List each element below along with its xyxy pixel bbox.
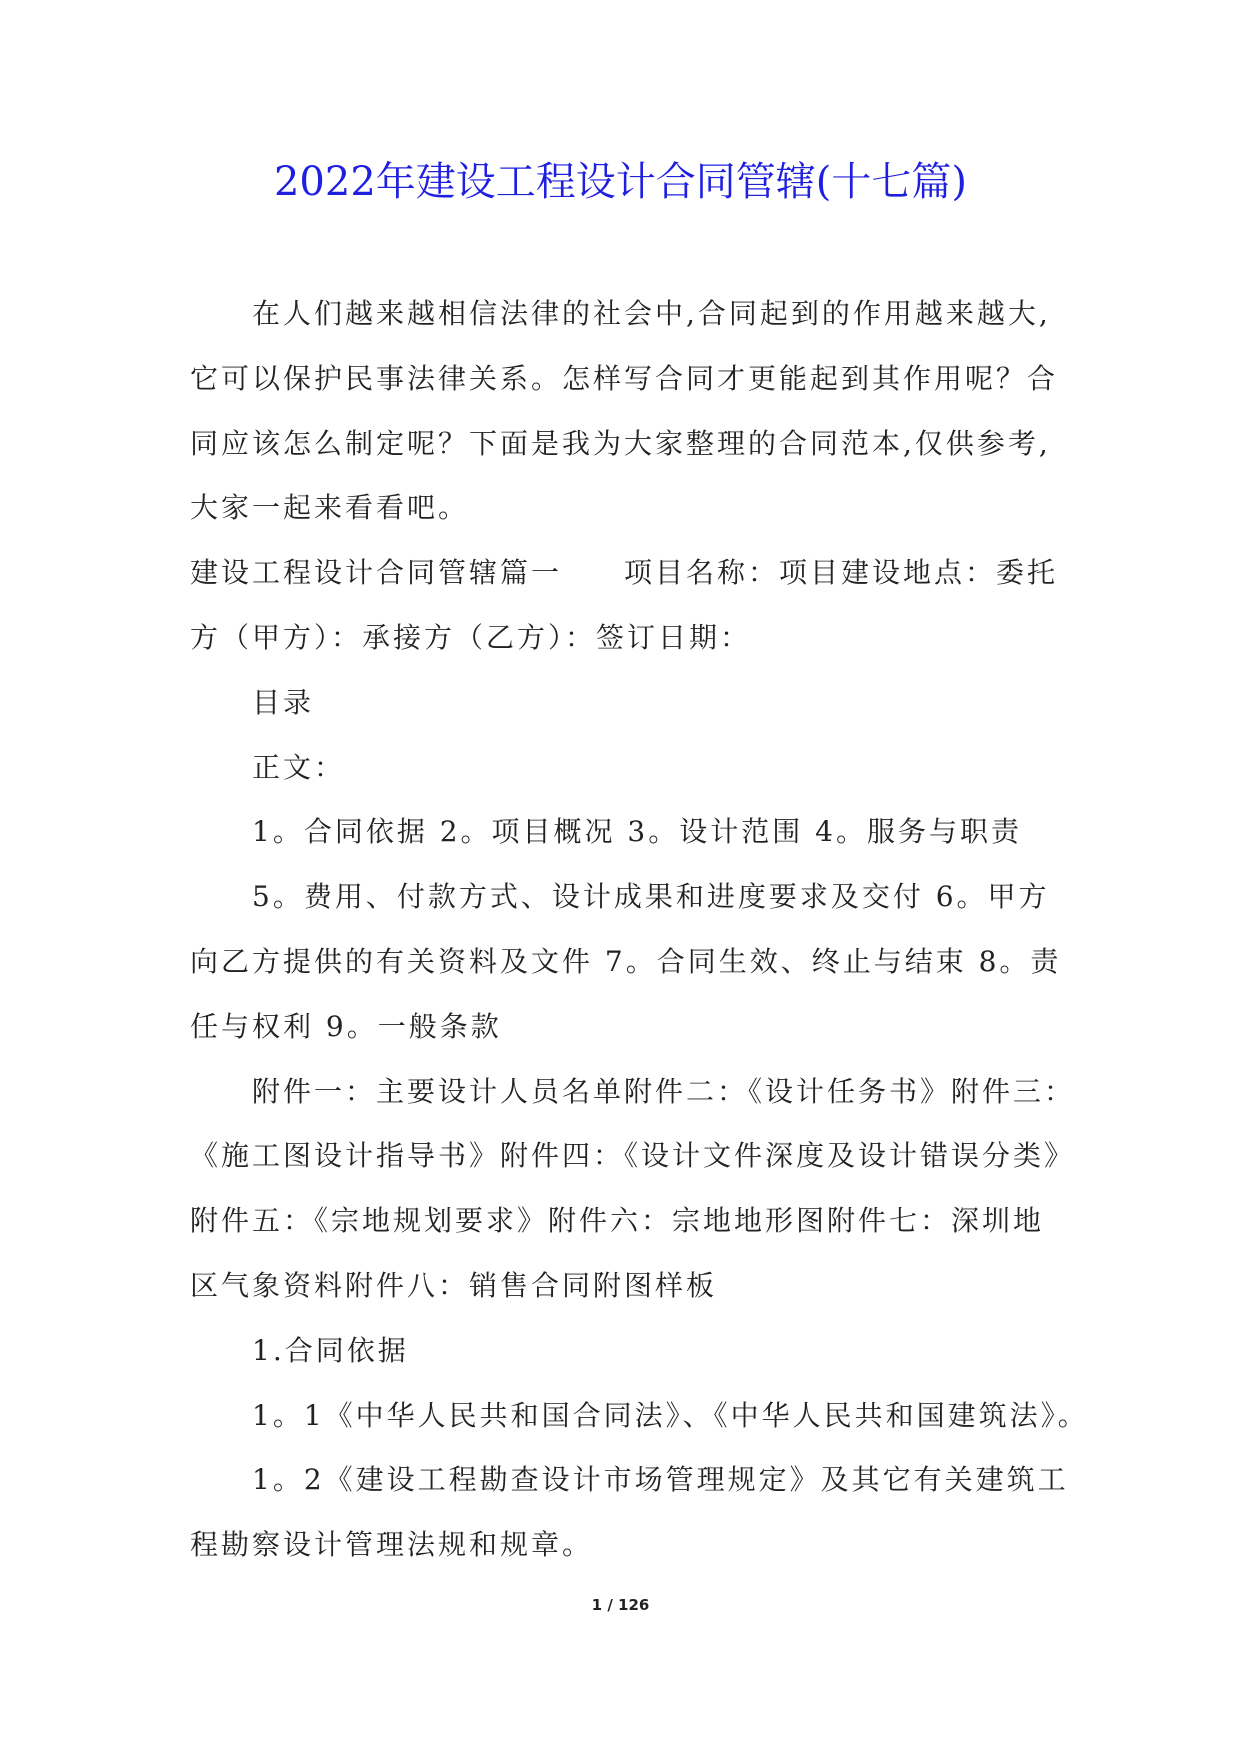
body-line: 方（甲方）：承接方（乙方）：签订日期： bbox=[190, 620, 752, 654]
body-line: 1.合同依据 bbox=[252, 1333, 409, 1367]
document-body bbox=[190, 282, 1090, 1578]
body-line: 在人们越来越相信法律的社会中,合同起到的作用越来越大, bbox=[252, 297, 1051, 330]
body-line: 《施工图设计指导书》附件四：《设计文件深度及设计错误分类》 bbox=[190, 1139, 1076, 1173]
page-number: 1 / 126 bbox=[591, 1596, 650, 1614]
body-line: 建设工程设计合同管辖篇一 项目名称：项目建设地点：委托 bbox=[190, 556, 1059, 590]
page-title: 2022年建设工程设计合同管辖(十七篇) bbox=[273, 159, 967, 205]
body-line: 区气象资料附件八：销售合同附图样板 bbox=[190, 1268, 718, 1302]
body-line: 附件五：《宗地规划要求》附件六：宗地地形图附件七：深圳地 bbox=[190, 1204, 1045, 1238]
body-line: 1。2《建设工程勘查设计市场管理规定》及其它有关建筑工 bbox=[252, 1463, 1069, 1497]
body-line: 1。合同依据 2。项目概况 3。设计范围 4。服务与职责 bbox=[252, 815, 1022, 849]
body-line: 同应该怎么制定呢？下面是我为大家整理的合同范本,仅供参考, bbox=[190, 426, 1051, 460]
body-line: 5。费用、付款方式、设计成果和进度要求及交付 6。甲方 bbox=[252, 880, 1050, 914]
body-line: 目录 bbox=[252, 685, 315, 719]
body-line: 大家一起来看看吧。 bbox=[190, 491, 470, 525]
body-line: 1。1《中华人民共和国合同法》、《中华人民共和国建筑法》。 bbox=[252, 1398, 1089, 1432]
body-line: 向乙方提供的有关资料及文件 7。合同生效、终止与结束 8。责 bbox=[190, 944, 1062, 978]
body-line: 程勘察设计管理法规和规章。 bbox=[190, 1528, 594, 1562]
body-line: 任与权利 9。一般条款 bbox=[190, 1009, 502, 1043]
body-line: 正文： bbox=[252, 750, 346, 784]
body-line: 附件一：主要设计人员名单附件二：《设计任务书》附件三： bbox=[252, 1074, 1076, 1108]
body-line: 它可以保护民事法律关系。怎样写合同才更能起到其作用呢？合 bbox=[190, 361, 1059, 395]
